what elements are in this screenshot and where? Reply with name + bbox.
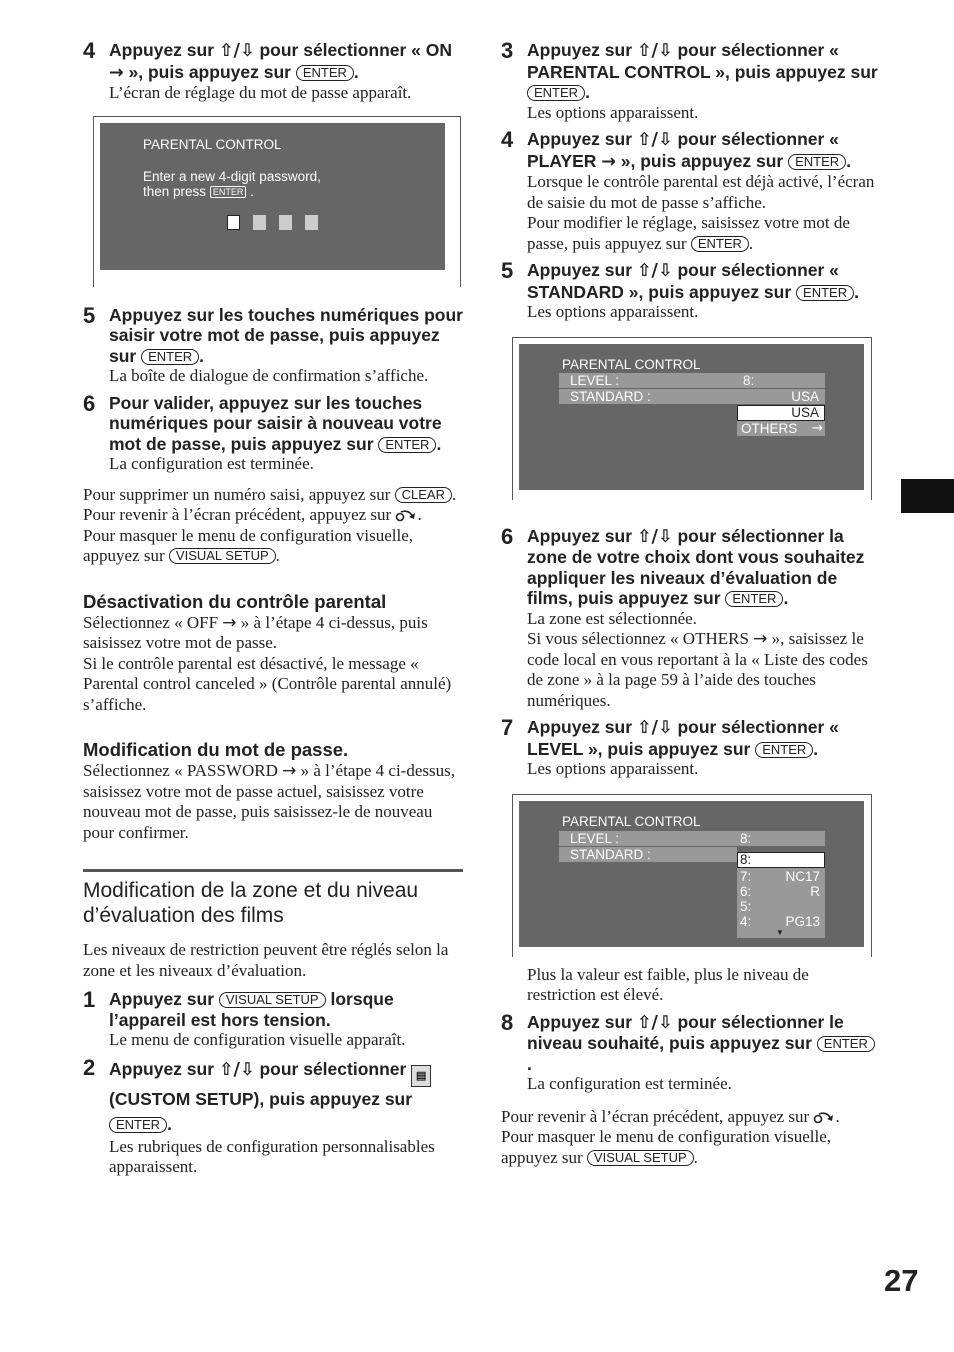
step-body: Les rubriques de configuration personnalisables apparaissent. [109,1136,435,1176]
step-number: 6 [83,390,96,416]
up-down-arrow-icon: ⇧/⇩ [636,1012,673,1033]
right-arrow-icon: → [601,151,616,172]
level-options-list: 7: NC17 6: R 5: 4: PG13 ▼ [737,868,825,938]
option-others: OTHERS → [737,421,825,436]
step-number: 3 [501,38,514,63]
right-arrow-icon: → [282,761,297,781]
step-body: Le menu de configuration visuelle apparaît. [109,1030,406,1049]
custom-setup-icon: ▤ [411,1065,431,1087]
enter-button: ENTER [141,349,199,365]
enter-button: ENTER [725,591,783,607]
password-digit-box [227,215,240,230]
enter-button: ENTER [109,1117,167,1133]
step-2 [83,1054,463,1178]
step-number: 5 [83,302,96,328]
screen-password: PARENTAL CONTROL Enter a new 4-digit password, then press ENTER . [93,116,461,287]
step-number: 8 [501,1009,514,1035]
step-7-right [501,717,879,780]
step-title: Appuyez sur ⇧/⇩ pour sélectionner « PLAYER → », puis appuyez sur ENTER . [527,129,851,172]
enter-button: ENTER [527,85,585,101]
step-number: 4 [501,127,514,152]
step-number: 4 [83,38,96,63]
step-title: Appuyez sur ⇧/⇩ pour sélectionner le niveau souhaité, puis appuyez sur ENTER. [527,1012,879,1075]
level-note: Plus la valeur est faible, plus le niveau de restriction est élevé. [527,964,809,1004]
up-down-arrow-icon: ⇧/⇩ [636,718,673,738]
step-6 [83,390,463,475]
step-5 [83,302,463,387]
step-body: L’écran de réglage du mot de passe apparaît. [109,83,412,102]
enter-button: ENTER [796,285,854,301]
screen-standard [512,337,872,500]
up-down-arrow-icon: ⇧/⇩ [636,130,673,150]
notes-right: Pour revenir à l’écran précédent, appuyez sur . Pour masquer le menu de configuration visuelle, appuyez sur VISUAL SETUP . [501,1106,840,1167]
level-row: LEVEL : 8: [559,373,825,388]
up-down-arrow-icon: ⇧/⇩ [636,261,673,281]
step-4 [83,40,463,104]
screen-text: then press [143,183,207,199]
step-title: Appuyez sur ⇧/⇩ pour sélectionner la zone de votre choix dont vous souhaitez appliquer les niveaux d’évaluation de films, puis appuyez sur ENTER . [527,525,865,608]
screen-level [512,794,872,957]
step-body: La configuration est terminée. [109,454,314,473]
step-title: Appuyez sur les touches numériques pour saisir votre mot de passe, puis appuyez sur ENTER . [109,304,463,366]
deactivation-text: Sélectionnez « OFF → » à l’étape 4 ci-dessus, puis saisissez votre mot de passe. Si le contrôle parental est désactivé, le message « Parental control canceled » (Contrôle parental annulé) s’affiche. [83,612,452,714]
step-number: 6 [501,523,514,549]
step-title: Appuyez sur ⇧/⇩ pour sélectionner « ON → », puis appuyez sur ENTER . [109,40,453,83]
return-icon [395,508,417,522]
scroll-down-icon: ▼ [776,927,784,937]
step-body: La configuration est terminée. [527,1074,732,1093]
step-4-right [501,129,879,254]
subheading-password-change: Modification du mot de passe. [83,739,349,760]
option-selected-box: 8: [737,852,825,868]
standard-row: STANDARD : USA [559,389,825,404]
step-body: La boîte de dialogue de confirmation s’affiche. [109,366,429,385]
visual-setup-button: VISUAL SETUP [169,548,276,564]
up-down-arrow-icon: ⇧/⇩ [636,41,673,61]
chapter-tab [901,479,954,513]
up-down-arrow-icon: ⇧/⇩ [636,526,673,547]
option-selected-box: USA [737,405,825,421]
up-down-arrow-icon: ⇧/⇩ [218,41,255,61]
step-1 [83,989,463,1051]
step-body: Les options apparaissent. [527,302,699,321]
visual-setup-button: VISUAL SETUP [219,992,326,1008]
step-body: La zone est sélectionnée. Si vous sélectionnez « OTHERS → », saisissez le code local en vous reportant à la « Liste des codes de zone » à la page 59 à l’aide des touches numériques. [527,608,868,710]
step-title: Appuyez sur ⇧/⇩ pour sélectionner « PARENTAL CONTROL », puis appuyez sur ENTER . [527,40,878,102]
screen-title: PARENTAL CONTROL [562,813,701,829]
up-down-arrow-icon: ⇧/⇩ [218,1059,255,1080]
notes: Pour supprimer un numéro saisi, appuyez sur CLEAR . Pour revenir à l’écran précédent, appuyez sur . Pour masquer le menu de configuration visuelle, appuyez sur VISUAL SETUP . [83,484,457,565]
right-arrow-icon: → [222,612,237,633]
clear-button: CLEAR [395,487,452,503]
step-number: 7 [501,715,514,740]
right-arrow-icon: → [811,419,823,436]
password-digit-box [279,215,292,230]
return-icon [813,1110,835,1124]
step-6-right [501,523,879,712]
password-change-text: Sélectionnez « PASSWORD → » à l’étape 4 ci-dessus, saisissez votre mot de passe actuel, saisissez votre nouveau mot de passe, puis saisissez-le de nouveau pour confirmer. [83,761,455,842]
enter-button: ENTER [378,437,436,453]
step-number: 1 [83,987,96,1012]
right-column [501,40,879,1168]
step-title: Appuyez sur ⇧/⇩ pour sélectionner « STANDARD », puis appuyez sur ENTER . [527,260,859,302]
right-arrow-icon: → [753,629,768,649]
step-5-right [501,260,879,323]
enter-button-small: ENTER [210,186,247,198]
screen-title: PARENTAL CONTROL [562,356,701,372]
password-digit-box [305,215,318,230]
step-8-right [501,1009,879,1095]
step-number: 5 [501,258,514,283]
left-column [83,40,463,1184]
page-number: 27 [884,1263,919,1298]
right-arrow-icon: → [109,62,124,83]
level-row: LEVEL : 8: [559,831,825,846]
enter-button: ENTER [755,742,813,758]
step-body: Lorsque le contrôle parental est déjà activé, l’écran de saisie du mot de passe s’affiche. Pour modifier le réglage, saisissez votre mot de passe, puis appuyez sur ENTER . [527,172,875,253]
enter-button: ENTER [788,154,846,170]
section-heading: Modification de la zone et du niveau d’évaluation des films [83,879,419,927]
step-number: 2 [83,1054,96,1080]
enter-button: ENTER [296,65,354,81]
screen-title: PARENTAL CONTROL [143,136,282,152]
step-title: Appuyez sur ⇧/⇩ pour sélectionner « LEVEL », puis appuyez sur ENTER . [527,717,839,759]
step-title: Pour valider, appuyez sur les touches numériques pour saisir à nouveau votre mot de passe, puis appuyez sur ENTER . [109,392,442,454]
visual-setup-button: VISUAL SETUP [587,1150,694,1166]
subheading-deactivation: Désactivation du contrôle parental [83,590,387,612]
step-body: Les options apparaissent. [527,102,699,122]
enter-button: ENTER [691,236,749,252]
section-intro: Les niveaux de restriction peuvent être réglés selon la zone et les niveaux d’évaluation. [83,940,449,980]
enter-button: ENTER [817,1036,875,1052]
step-body: Les options apparaissent. [527,759,699,778]
step-title: Appuyez sur ⇧/⇩ pour sélectionner ▤(CUSTOM SETUP), puis appuyez sur ENTER . [109,1057,463,1137]
step-3 [501,40,879,123]
password-digit-box [253,215,266,230]
screen-text: Enter a new 4-digit password, [143,168,321,184]
step-title: Appuyez sur VISUAL SETUP lorsque l’appareil est hors tension. [109,989,394,1030]
standard-row: STANDARD : [559,847,737,862]
